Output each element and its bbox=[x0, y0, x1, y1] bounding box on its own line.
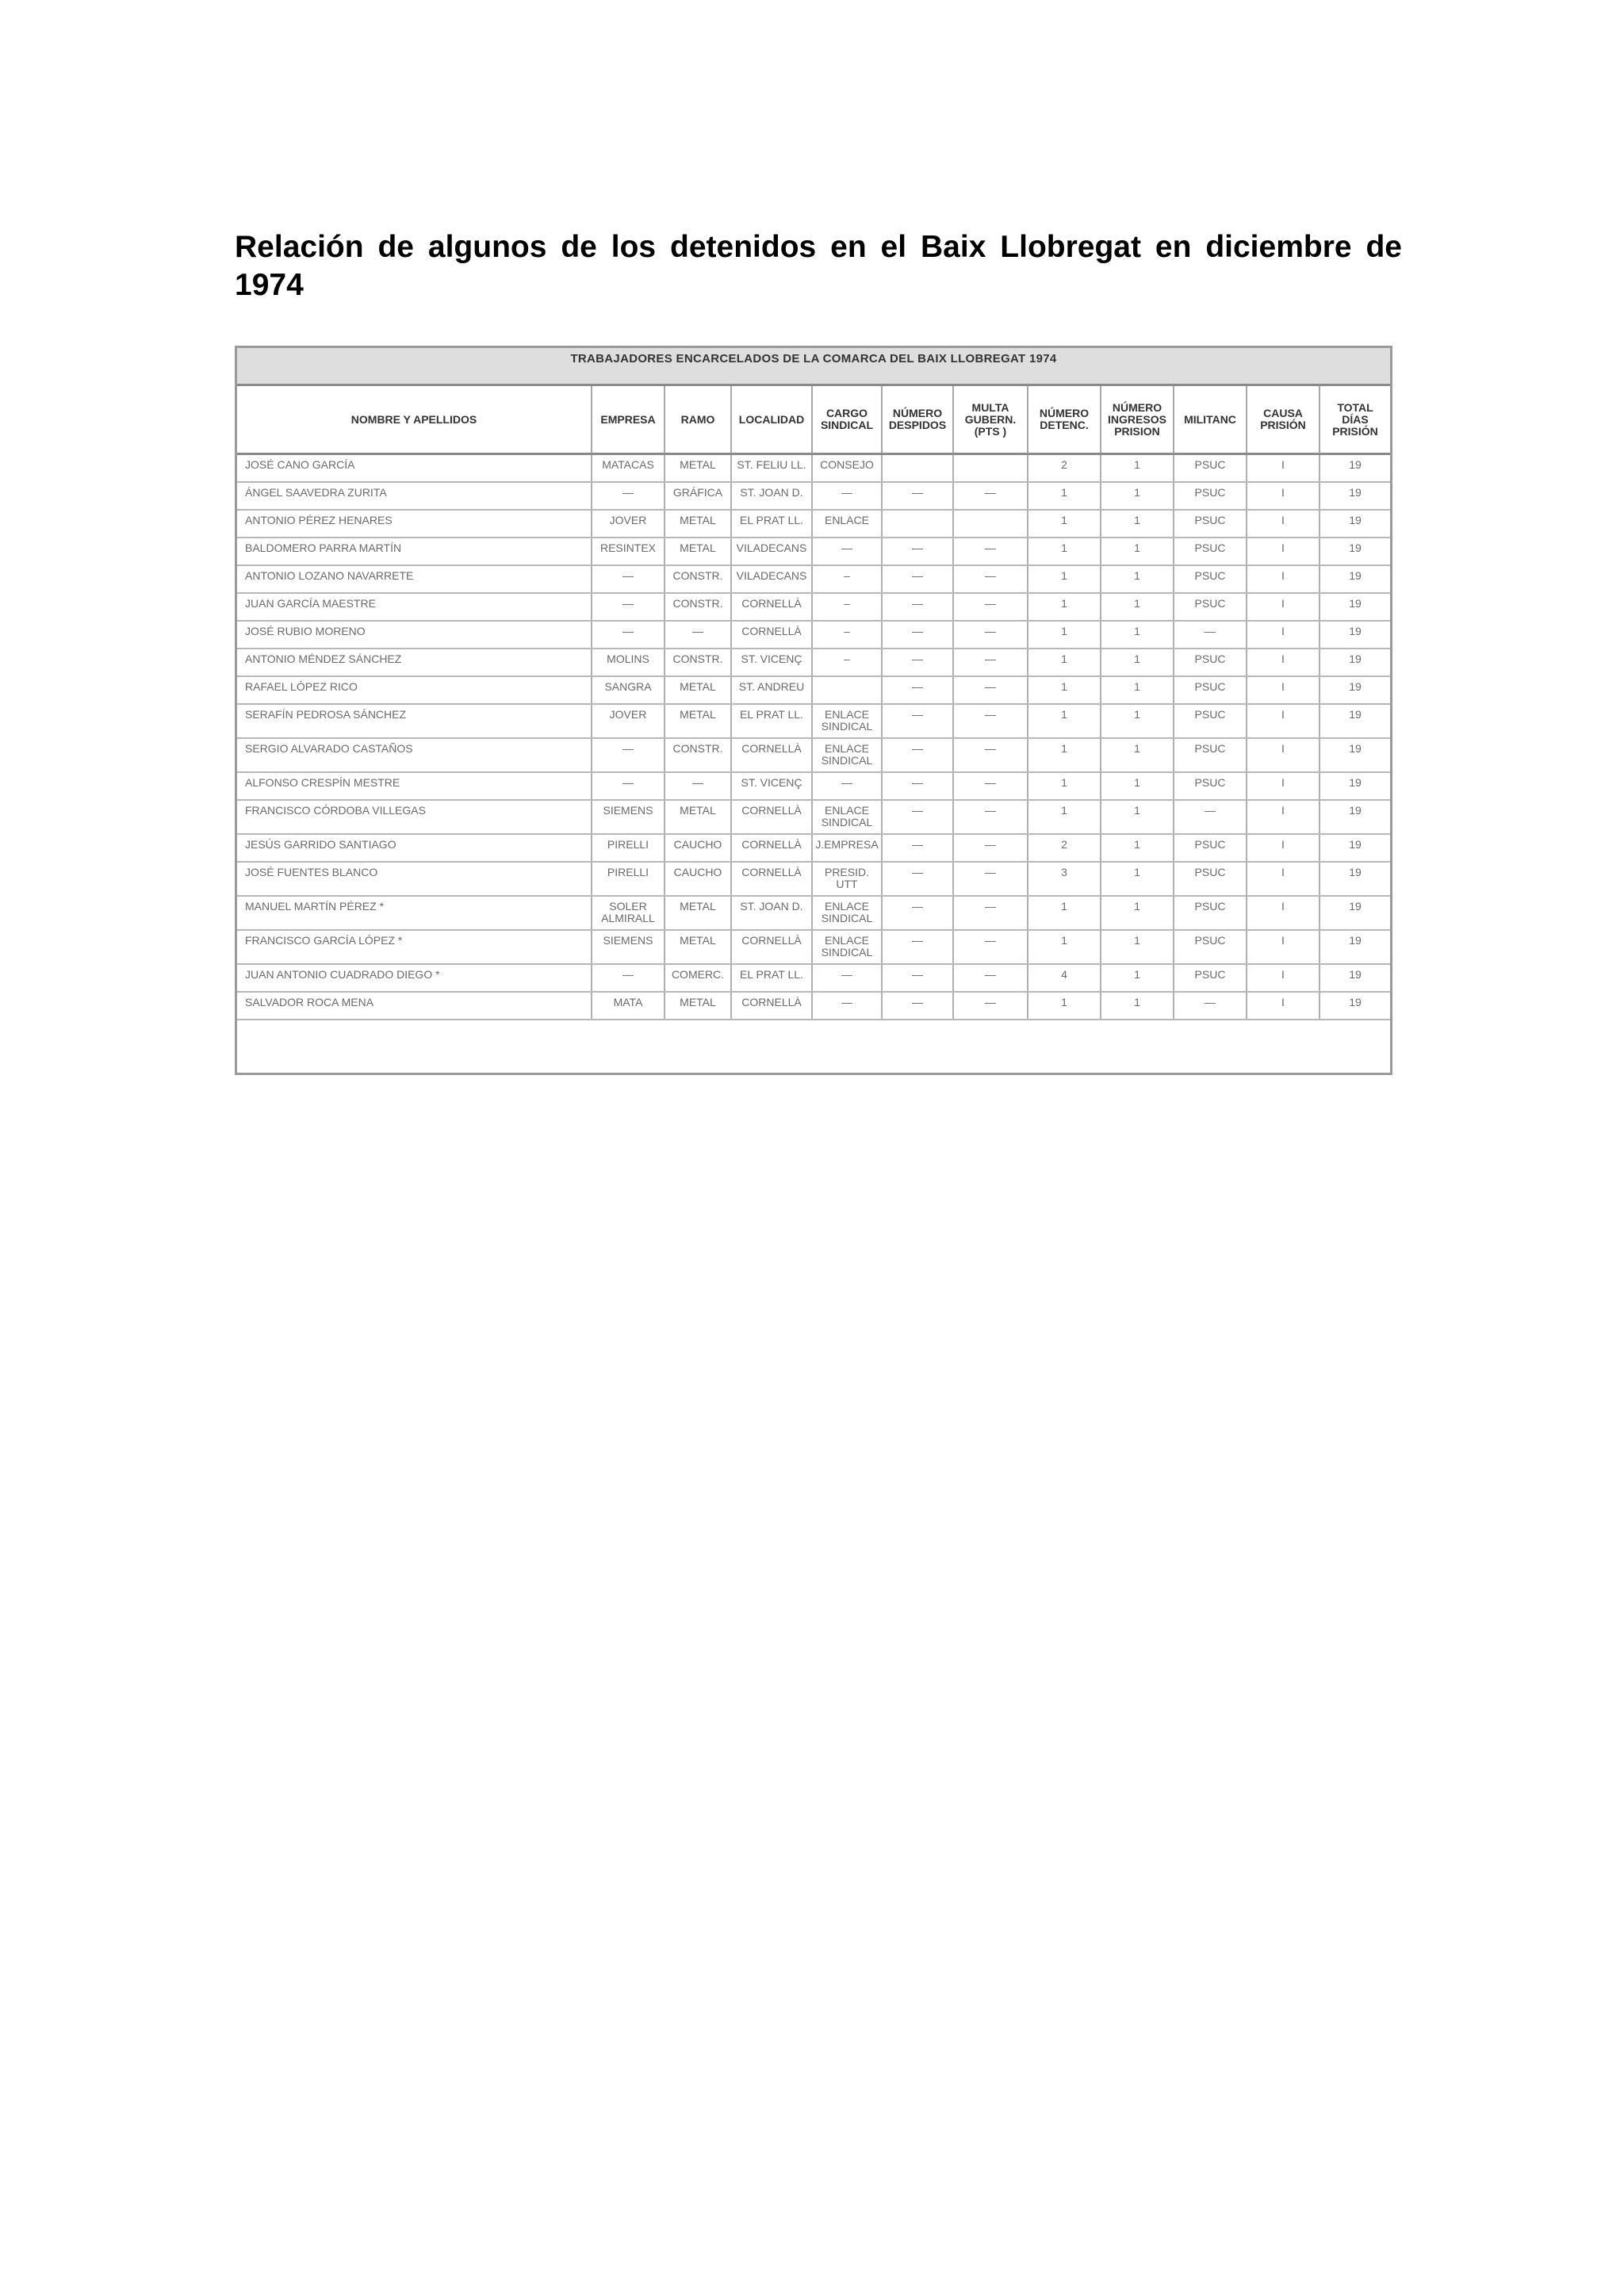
prisoners-table bbox=[237, 386, 1390, 1020]
cell-ramo: — bbox=[665, 621, 731, 649]
table-row bbox=[237, 621, 1390, 649]
cell-numero-despidos: — bbox=[882, 621, 953, 649]
cell-total-dias-prision: 19 bbox=[1320, 992, 1390, 1020]
cell-numero-despidos: — bbox=[882, 538, 953, 565]
cell-total-dias-prision: 19 bbox=[1320, 964, 1390, 992]
cell-cargo-sindical: ENLACE SINDICAL bbox=[812, 896, 882, 930]
cell-localidad: CORNELLÀ bbox=[731, 992, 812, 1020]
cell-empresa: MOLINS bbox=[592, 649, 665, 676]
cell-causa-prision: I bbox=[1247, 676, 1320, 704]
cell-empresa: SOLER ALMIRALL bbox=[592, 896, 665, 930]
cell-empresa: JOVER bbox=[592, 704, 665, 738]
cell-numero-detenc: 1 bbox=[1028, 738, 1101, 772]
cell-total-dias-prision: 19 bbox=[1320, 896, 1390, 930]
column-header-numero-detenc: NÚMERO DETENC. bbox=[1028, 386, 1101, 454]
cell-numero-detenc: 3 bbox=[1028, 862, 1101, 896]
cell-ramo: METAL bbox=[665, 676, 731, 704]
cell-name: ALFONSO CRESPÍN MESTRE bbox=[237, 772, 592, 800]
cell-militancia: PSUC bbox=[1174, 593, 1247, 621]
cell-militancia: PSUC bbox=[1174, 510, 1247, 538]
table-row bbox=[237, 896, 1390, 930]
cell-multa-gubern: — bbox=[953, 565, 1028, 593]
cell-cargo-sindical bbox=[812, 676, 882, 704]
cell-name: SERAFÍN PEDROSA SÁNCHEZ bbox=[237, 704, 592, 738]
cell-militancia: PSUC bbox=[1174, 565, 1247, 593]
cell-total-dias-prision: 19 bbox=[1320, 800, 1390, 834]
cell-militancia: PSUC bbox=[1174, 738, 1247, 772]
cell-numero-despidos: — bbox=[882, 772, 953, 800]
cell-numero-despidos: — bbox=[882, 565, 953, 593]
cell-ramo: METAL bbox=[665, 800, 731, 834]
cell-localidad: VILADECANS bbox=[731, 538, 812, 565]
cell-total-dias-prision: 19 bbox=[1320, 834, 1390, 862]
cell-cargo-sindical: — bbox=[812, 964, 882, 992]
cell-causa-prision: I bbox=[1247, 834, 1320, 862]
cell-cargo-sindical: PRESID. UTT bbox=[812, 862, 882, 896]
cell-militancia: PSUC bbox=[1174, 454, 1247, 482]
table-row bbox=[237, 454, 1390, 482]
cell-cargo-sindical: CONSEJO bbox=[812, 454, 882, 482]
cell-localidad: CORNELLÀ bbox=[731, 862, 812, 896]
cell-multa-gubern: — bbox=[953, 964, 1028, 992]
cell-numero-ingresos-prision: 1 bbox=[1101, 593, 1174, 621]
cell-multa-gubern: — bbox=[953, 482, 1028, 510]
cell-numero-detenc: 4 bbox=[1028, 964, 1101, 992]
cell-militancia: PSUC bbox=[1174, 896, 1247, 930]
column-header-total-dias-prision: TOTAL DÍAS PRISIÓN bbox=[1320, 386, 1390, 454]
cell-numero-ingresos-prision: 1 bbox=[1101, 621, 1174, 649]
cell-numero-ingresos-prision: 1 bbox=[1101, 834, 1174, 862]
cell-numero-despidos: — bbox=[882, 834, 953, 862]
cell-numero-ingresos-prision: 1 bbox=[1101, 510, 1174, 538]
cell-cargo-sindical: ENLACE SINDICAL bbox=[812, 930, 882, 964]
cell-name: ANTONIO MÉNDEZ SÁNCHEZ bbox=[237, 649, 592, 676]
column-header-ramo: RAMO bbox=[665, 386, 731, 454]
cell-causa-prision: I bbox=[1247, 454, 1320, 482]
table-caption: TRABAJADORES ENCARCELADOS DE LA COMARCA DEL BAIX LLOBREGAT 1974 bbox=[237, 348, 1390, 386]
cell-empresa: — bbox=[592, 565, 665, 593]
cell-name: JESÚS GARRIDO SANTIAGO bbox=[237, 834, 592, 862]
cell-name: JOSÉ FUENTES BLANCO bbox=[237, 862, 592, 896]
cell-cargo-sindical: — bbox=[812, 538, 882, 565]
table-row bbox=[237, 676, 1390, 704]
cell-ramo: CAUCHO bbox=[665, 834, 731, 862]
cell-multa-gubern: — bbox=[953, 593, 1028, 621]
cell-total-dias-prision: 19 bbox=[1320, 930, 1390, 964]
prisoners-table-image bbox=[235, 346, 1392, 1075]
cell-cargo-sindical: – bbox=[812, 649, 882, 676]
cell-numero-despidos bbox=[882, 454, 953, 482]
table-row bbox=[237, 565, 1390, 593]
cell-ramo: METAL bbox=[665, 538, 731, 565]
table-header-row bbox=[237, 386, 1390, 454]
cell-empresa: JOVER bbox=[592, 510, 665, 538]
cell-militancia: — bbox=[1174, 800, 1247, 834]
cell-multa-gubern: — bbox=[953, 676, 1028, 704]
cell-numero-detenc: 2 bbox=[1028, 834, 1101, 862]
cell-cargo-sindical: ENLACE SINDICAL bbox=[812, 800, 882, 834]
cell-localidad: CORNELLÀ bbox=[731, 834, 812, 862]
column-header-militancia: MILITANC bbox=[1174, 386, 1247, 454]
cell-ramo: CONSTR. bbox=[665, 593, 731, 621]
cell-multa-gubern: — bbox=[953, 896, 1028, 930]
cell-name: ANTONIO LOZANO NAVARRETE bbox=[237, 565, 592, 593]
table-row bbox=[237, 800, 1390, 834]
cell-causa-prision: I bbox=[1247, 738, 1320, 772]
cell-numero-ingresos-prision: 1 bbox=[1101, 772, 1174, 800]
cell-causa-prision: I bbox=[1247, 538, 1320, 565]
table-row bbox=[237, 834, 1390, 862]
cell-militancia: PSUC bbox=[1174, 964, 1247, 992]
cell-multa-gubern: — bbox=[953, 649, 1028, 676]
cell-ramo: METAL bbox=[665, 510, 731, 538]
cell-ramo: CAUCHO bbox=[665, 862, 731, 896]
cell-ramo: CONSTR. bbox=[665, 649, 731, 676]
cell-ramo: — bbox=[665, 772, 731, 800]
cell-cargo-sindical: — bbox=[812, 772, 882, 800]
cell-numero-despidos: — bbox=[882, 676, 953, 704]
cell-numero-despidos: — bbox=[882, 704, 953, 738]
cell-multa-gubern: — bbox=[953, 992, 1028, 1020]
cell-cargo-sindical: ENLACE SINDICAL bbox=[812, 704, 882, 738]
cell-multa-gubern: — bbox=[953, 621, 1028, 649]
cell-cargo-sindical: — bbox=[812, 482, 882, 510]
cell-militancia: PSUC bbox=[1174, 704, 1247, 738]
cell-numero-despidos: — bbox=[882, 593, 953, 621]
cell-militancia: PSUC bbox=[1174, 538, 1247, 565]
cell-localidad: CORNELLÀ bbox=[731, 621, 812, 649]
cell-name: FRANCISCO CÓRDOBA VILLEGAS bbox=[237, 800, 592, 834]
table-row bbox=[237, 862, 1390, 896]
cell-localidad: ST. ANDREU bbox=[731, 676, 812, 704]
cell-empresa: RESINTEX bbox=[592, 538, 665, 565]
cell-name: SALVADOR ROCA MENA bbox=[237, 992, 592, 1020]
cell-causa-prision: I bbox=[1247, 510, 1320, 538]
cell-multa-gubern: — bbox=[953, 704, 1028, 738]
cell-numero-ingresos-prision: 1 bbox=[1101, 862, 1174, 896]
cell-causa-prision: I bbox=[1247, 896, 1320, 930]
cell-ramo: METAL bbox=[665, 454, 731, 482]
cell-localidad: EL PRAT LL. bbox=[731, 510, 812, 538]
cell-empresa: PIRELLI bbox=[592, 834, 665, 862]
table-body bbox=[237, 454, 1390, 1020]
cell-numero-despidos: — bbox=[882, 896, 953, 930]
cell-numero-despidos: — bbox=[882, 738, 953, 772]
column-header-numero-ingresos-prision: NÚMERO INGRESOS PRISION bbox=[1101, 386, 1174, 454]
cell-numero-detenc: 1 bbox=[1028, 593, 1101, 621]
cell-total-dias-prision: 19 bbox=[1320, 454, 1390, 482]
cell-ramo: METAL bbox=[665, 896, 731, 930]
table-row bbox=[237, 964, 1390, 992]
cell-militancia: — bbox=[1174, 992, 1247, 1020]
cell-causa-prision: I bbox=[1247, 772, 1320, 800]
cell-numero-despidos: — bbox=[882, 862, 953, 896]
table-row bbox=[237, 704, 1390, 738]
cell-militancia: PSUC bbox=[1174, 482, 1247, 510]
cell-causa-prision: I bbox=[1247, 649, 1320, 676]
cell-militancia: PSUC bbox=[1174, 649, 1247, 676]
cell-multa-gubern bbox=[953, 510, 1028, 538]
table-row bbox=[237, 649, 1390, 676]
cell-total-dias-prision: 19 bbox=[1320, 676, 1390, 704]
column-header-empresa: EMPRESA bbox=[592, 386, 665, 454]
cell-ramo: CONSTR. bbox=[665, 738, 731, 772]
cell-localidad: CORNELLÀ bbox=[731, 930, 812, 964]
cell-causa-prision: I bbox=[1247, 482, 1320, 510]
cell-causa-prision: I bbox=[1247, 992, 1320, 1020]
column-header-cargo-sindical: CARGO SINDICAL bbox=[812, 386, 882, 454]
cell-multa-gubern: — bbox=[953, 738, 1028, 772]
cell-total-dias-prision: 19 bbox=[1320, 510, 1390, 538]
cell-name: ÁNGEL SAAVEDRA ZURITA bbox=[237, 482, 592, 510]
cell-causa-prision: I bbox=[1247, 593, 1320, 621]
cell-militancia: PSUC bbox=[1174, 862, 1247, 896]
cell-numero-ingresos-prision: 1 bbox=[1101, 896, 1174, 930]
cell-ramo: METAL bbox=[665, 992, 731, 1020]
table-row bbox=[237, 510, 1390, 538]
cell-name: BALDOMERO PARRA MARTÍN bbox=[237, 538, 592, 565]
cell-empresa: — bbox=[592, 772, 665, 800]
cell-numero-ingresos-prision: 1 bbox=[1101, 538, 1174, 565]
cell-numero-despidos bbox=[882, 510, 953, 538]
cell-name: JUAN ANTONIO CUADRADO DIEGO * bbox=[237, 964, 592, 992]
cell-name: JUAN GARCÍA MAESTRE bbox=[237, 593, 592, 621]
cell-numero-detenc: 1 bbox=[1028, 676, 1101, 704]
cell-causa-prision: I bbox=[1247, 964, 1320, 992]
cell-total-dias-prision: 19 bbox=[1320, 593, 1390, 621]
cell-causa-prision: I bbox=[1247, 800, 1320, 834]
cell-localidad: EL PRAT LL. bbox=[731, 964, 812, 992]
cell-localidad: ST. FELIU LL. bbox=[731, 454, 812, 482]
table-row bbox=[237, 738, 1390, 772]
column-header-localidad: LOCALIDAD bbox=[731, 386, 812, 454]
cell-numero-detenc: 2 bbox=[1028, 454, 1101, 482]
cell-localidad: ST. JOAN D. bbox=[731, 482, 812, 510]
cell-empresa: SANGRA bbox=[592, 676, 665, 704]
table-row bbox=[237, 772, 1390, 800]
cell-numero-ingresos-prision: 1 bbox=[1101, 930, 1174, 964]
cell-multa-gubern bbox=[953, 454, 1028, 482]
cell-numero-detenc: 1 bbox=[1028, 772, 1101, 800]
cell-ramo: METAL bbox=[665, 704, 731, 738]
cell-numero-detenc: 1 bbox=[1028, 538, 1101, 565]
cell-militancia: PSUC bbox=[1174, 772, 1247, 800]
cell-numero-ingresos-prision: 1 bbox=[1101, 676, 1174, 704]
cell-name: RAFAEL LÓPEZ RICO bbox=[237, 676, 592, 704]
cell-empresa: SIEMENS bbox=[592, 930, 665, 964]
cell-cargo-sindical: – bbox=[812, 621, 882, 649]
cell-total-dias-prision: 19 bbox=[1320, 862, 1390, 896]
cell-localidad: VILADECANS bbox=[731, 565, 812, 593]
cell-cargo-sindical: J.EMPRESA bbox=[812, 834, 882, 862]
cell-militancia: — bbox=[1174, 621, 1247, 649]
cell-multa-gubern: — bbox=[953, 834, 1028, 862]
cell-causa-prision: I bbox=[1247, 930, 1320, 964]
cell-empresa: — bbox=[592, 593, 665, 621]
cell-empresa: PIRELLI bbox=[592, 862, 665, 896]
cell-empresa: — bbox=[592, 738, 665, 772]
cell-militancia: PSUC bbox=[1174, 676, 1247, 704]
cell-multa-gubern: — bbox=[953, 930, 1028, 964]
cell-numero-ingresos-prision: 1 bbox=[1101, 704, 1174, 738]
cell-multa-gubern: — bbox=[953, 862, 1028, 896]
cell-militancia: PSUC bbox=[1174, 930, 1247, 964]
cell-ramo: COMERC. bbox=[665, 964, 731, 992]
cell-localidad: CORNELLÀ bbox=[731, 593, 812, 621]
cell-cargo-sindical: – bbox=[812, 565, 882, 593]
cell-numero-despidos: — bbox=[882, 930, 953, 964]
cell-causa-prision: I bbox=[1247, 862, 1320, 896]
cell-numero-detenc: 1 bbox=[1028, 621, 1101, 649]
cell-empresa: SIEMENS bbox=[592, 800, 665, 834]
cell-numero-detenc: 1 bbox=[1028, 992, 1101, 1020]
cell-total-dias-prision: 19 bbox=[1320, 772, 1390, 800]
cell-numero-ingresos-prision: 1 bbox=[1101, 454, 1174, 482]
cell-numero-ingresos-prision: 1 bbox=[1101, 992, 1174, 1020]
cell-numero-detenc: 1 bbox=[1028, 896, 1101, 930]
cell-causa-prision: I bbox=[1247, 565, 1320, 593]
cell-numero-detenc: 1 bbox=[1028, 565, 1101, 593]
cell-empresa: — bbox=[592, 621, 665, 649]
cell-localidad: ST. VICENÇ bbox=[731, 649, 812, 676]
cell-causa-prision: I bbox=[1247, 704, 1320, 738]
cell-numero-detenc: 1 bbox=[1028, 482, 1101, 510]
table-row bbox=[237, 930, 1390, 964]
cell-total-dias-prision: 19 bbox=[1320, 565, 1390, 593]
cell-numero-ingresos-prision: 1 bbox=[1101, 964, 1174, 992]
column-header-multa-gubern: MULTA GUBERN. (PTS ) bbox=[953, 386, 1028, 454]
cell-total-dias-prision: 19 bbox=[1320, 649, 1390, 676]
cell-numero-despidos: — bbox=[882, 800, 953, 834]
cell-multa-gubern: — bbox=[953, 538, 1028, 565]
table-row bbox=[237, 593, 1390, 621]
cell-numero-detenc: 1 bbox=[1028, 704, 1101, 738]
cell-name: FRANCISCO GARCÍA LÓPEZ * bbox=[237, 930, 592, 964]
cell-numero-detenc: 1 bbox=[1028, 930, 1101, 964]
cell-total-dias-prision: 19 bbox=[1320, 538, 1390, 565]
cell-localidad: ST. VICENÇ bbox=[731, 772, 812, 800]
cell-empresa: — bbox=[592, 482, 665, 510]
cell-numero-despidos: — bbox=[882, 964, 953, 992]
cell-total-dias-prision: 19 bbox=[1320, 482, 1390, 510]
cell-numero-ingresos-prision: 1 bbox=[1101, 565, 1174, 593]
cell-numero-ingresos-prision: 1 bbox=[1101, 649, 1174, 676]
cell-total-dias-prision: 19 bbox=[1320, 621, 1390, 649]
cell-empresa: MATA bbox=[592, 992, 665, 1020]
column-header-causa-prision: CAUSA PRISIÓN bbox=[1247, 386, 1320, 454]
cell-name: JOSÉ RUBIO MORENO bbox=[237, 621, 592, 649]
cell-numero-detenc: 1 bbox=[1028, 800, 1101, 834]
cell-numero-ingresos-prision: 1 bbox=[1101, 482, 1174, 510]
cell-cargo-sindical: – bbox=[812, 593, 882, 621]
table-row bbox=[237, 992, 1390, 1020]
cell-numero-ingresos-prision: 1 bbox=[1101, 800, 1174, 834]
cell-total-dias-prision: 19 bbox=[1320, 704, 1390, 738]
cell-localidad: CORNELLÀ bbox=[731, 800, 812, 834]
cell-ramo: CONSTR. bbox=[665, 565, 731, 593]
cell-empresa: MATACAS bbox=[592, 454, 665, 482]
table-row bbox=[237, 538, 1390, 565]
cell-localidad: CORNELLÀ bbox=[731, 738, 812, 772]
column-header-name: NOMBRE Y APELLIDOS bbox=[237, 386, 592, 454]
cell-numero-detenc: 1 bbox=[1028, 510, 1101, 538]
cell-cargo-sindical: ENLACE bbox=[812, 510, 882, 538]
cell-cargo-sindical: ENLACE SINDICAL bbox=[812, 738, 882, 772]
cell-ramo: GRÁFICA bbox=[665, 482, 731, 510]
cell-militancia: PSUC bbox=[1174, 834, 1247, 862]
cell-numero-despidos: — bbox=[882, 482, 953, 510]
cell-multa-gubern: — bbox=[953, 800, 1028, 834]
cell-cargo-sindical: — bbox=[812, 992, 882, 1020]
cell-numero-detenc: 1 bbox=[1028, 649, 1101, 676]
column-header-numero-despidos: NÚMERO DESPIDOS bbox=[882, 386, 953, 454]
document-title: Relación de algunos de los detenidos en el Baix Llobregat en diciembre de 1974 bbox=[235, 230, 1402, 302]
cell-numero-ingresos-prision: 1 bbox=[1101, 738, 1174, 772]
cell-numero-despidos: — bbox=[882, 992, 953, 1020]
cell-localidad: EL PRAT LL. bbox=[731, 704, 812, 738]
table-row bbox=[237, 482, 1390, 510]
cell-causa-prision: I bbox=[1247, 621, 1320, 649]
cell-name: SERGIO ALVARADO CASTAÑOS bbox=[237, 738, 592, 772]
cell-numero-despidos: — bbox=[882, 649, 953, 676]
cell-total-dias-prision: 19 bbox=[1320, 738, 1390, 772]
cell-localidad: ST. JOAN D. bbox=[731, 896, 812, 930]
cell-empresa: — bbox=[592, 964, 665, 992]
cell-name: JOSÉ CANO GARCÍA bbox=[237, 454, 592, 482]
cell-name: MANUEL MARTÍN PÉREZ * bbox=[237, 896, 592, 930]
cell-multa-gubern: — bbox=[953, 772, 1028, 800]
cell-ramo: METAL bbox=[665, 930, 731, 964]
cell-name: ANTONIO PÉREZ HENARES bbox=[237, 510, 592, 538]
